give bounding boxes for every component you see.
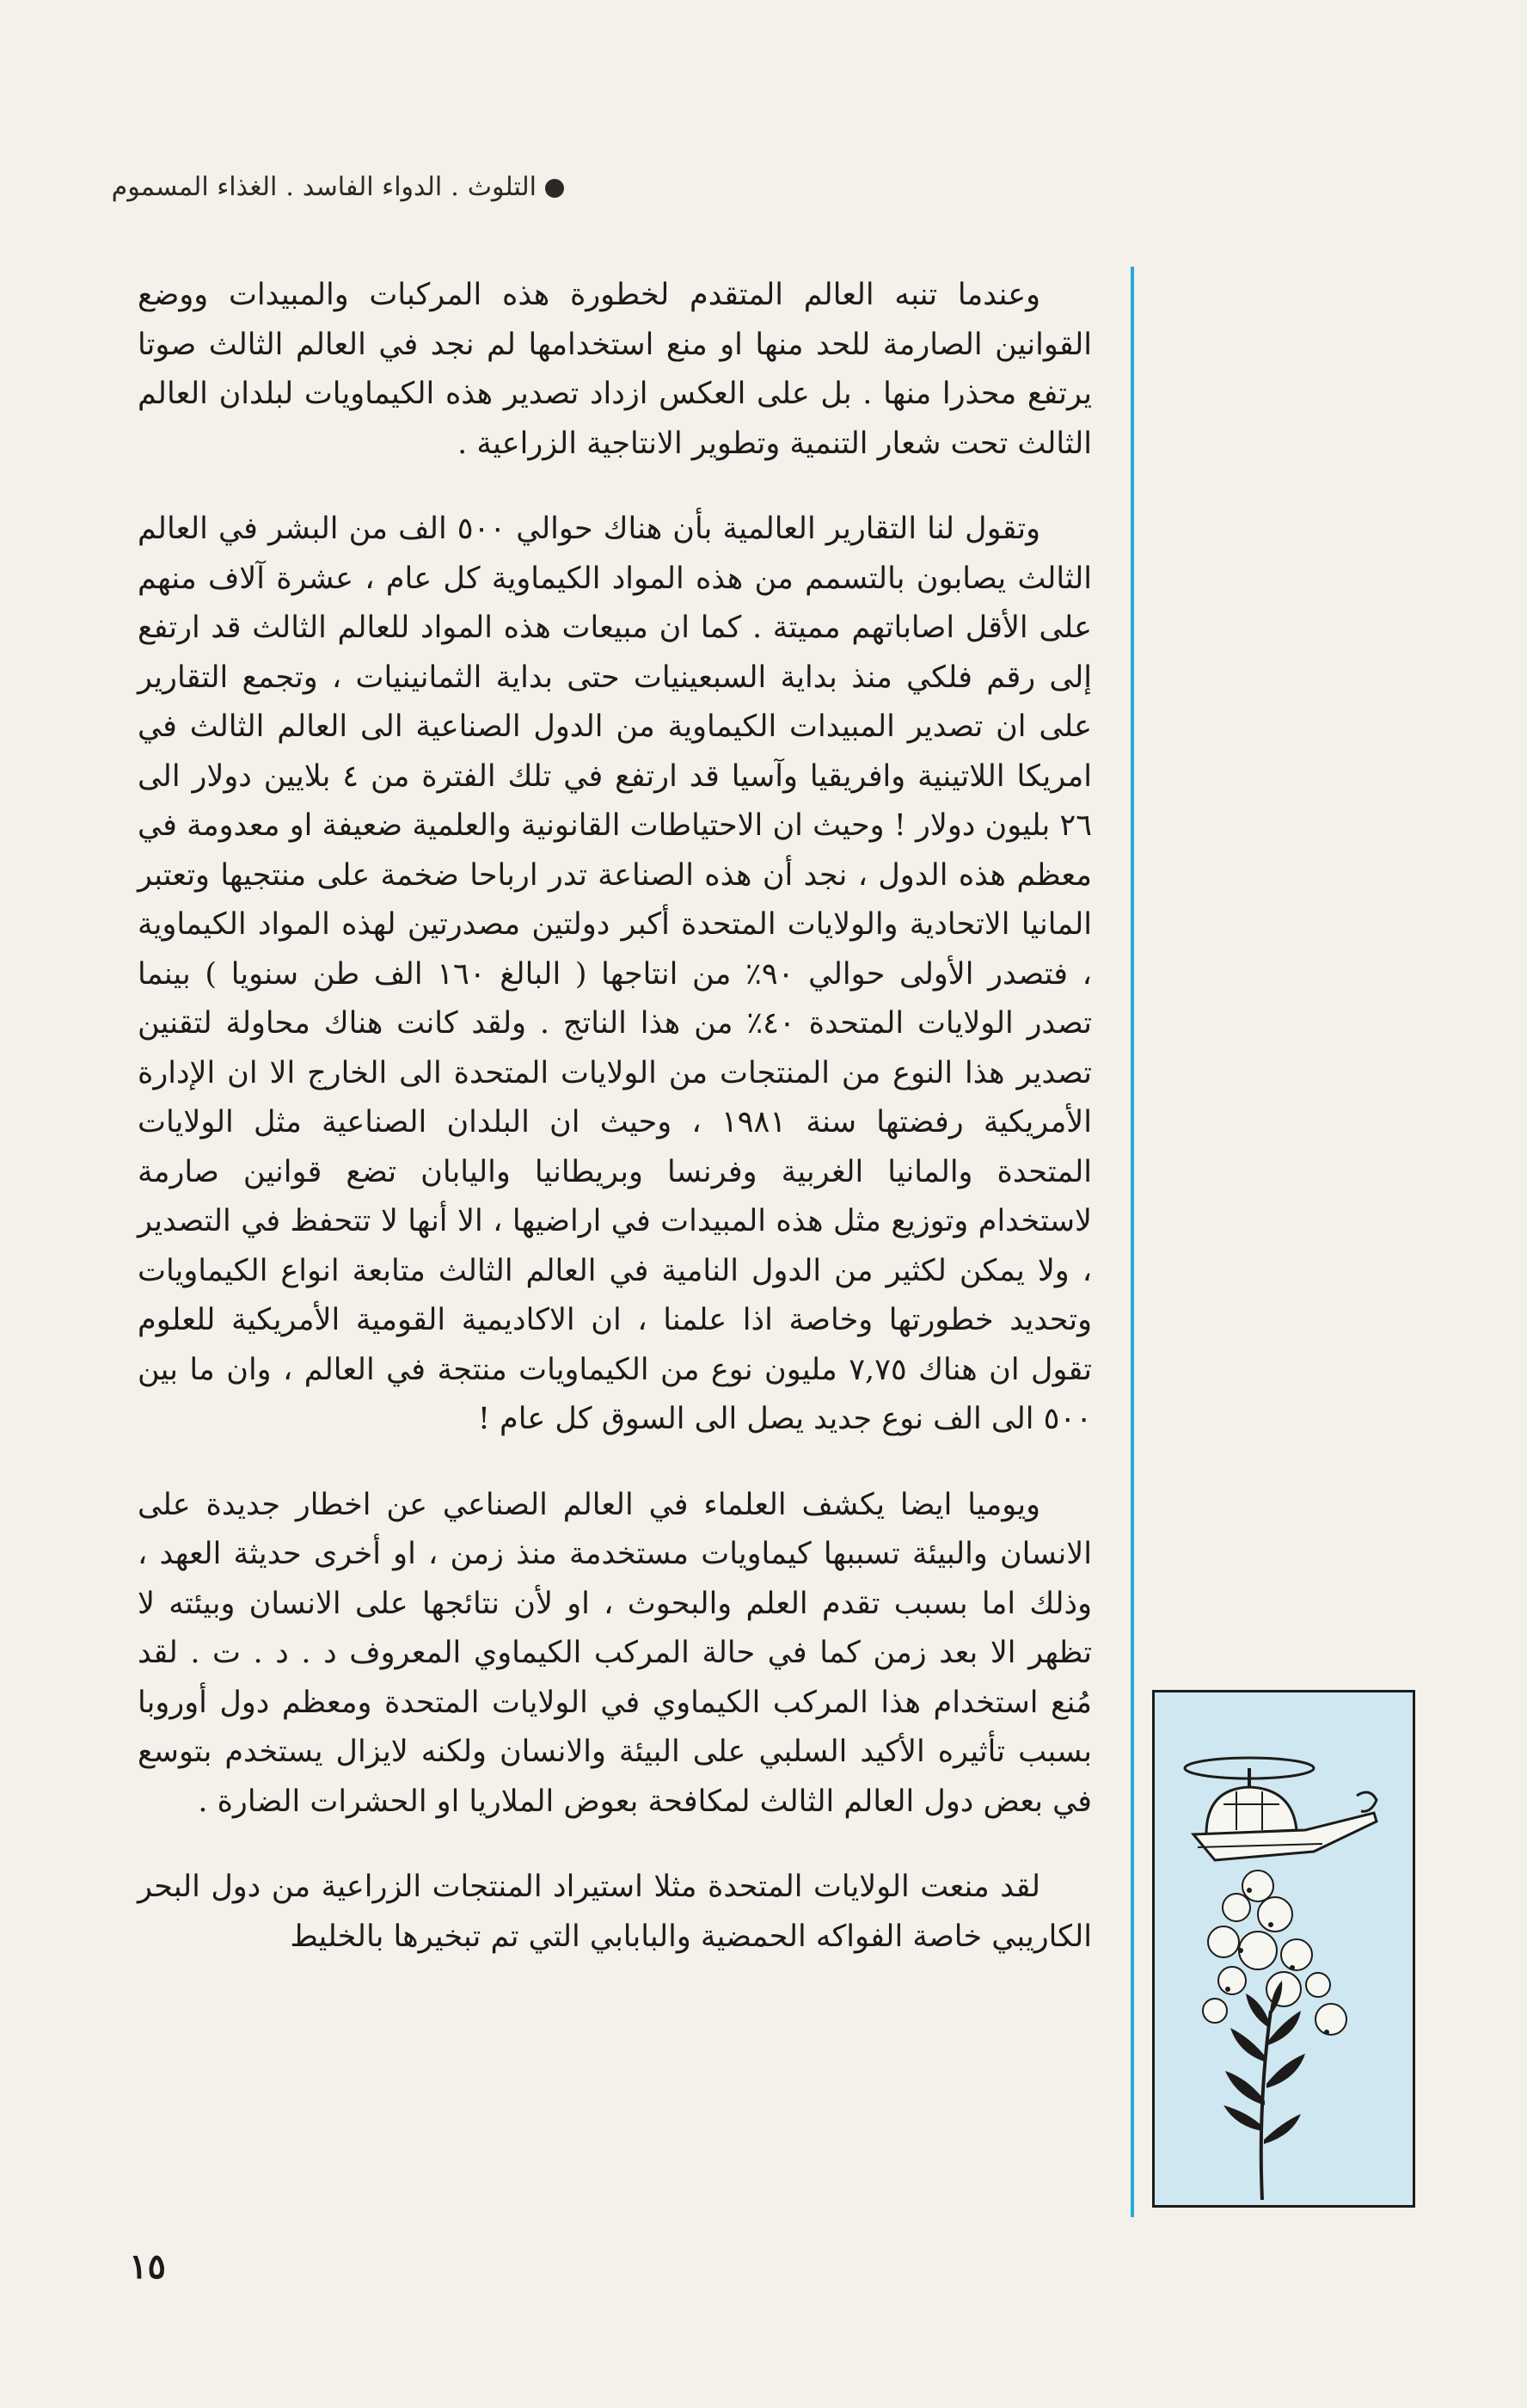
paragraph: وتقول لنا التقارير العالمية بأن هناك حوالي ٥٠٠ الف من البشر في العالم الثالث يصابون بالتسمم من هذه المواد الكيماوية كل عام ، عشرة آلاف منهم على الأقل اصاباتهم مميتة . كما ان مبيعات هذه المواد للعالم الثالث قد ارتفع إلى رقم فلكي منذ بداية السبعينيات حتى بداية الثمانينيات ، وتجمع التقارير على ان تصدير المبيدات الكيماوية من الدول الصناعية الى العالم الثالث في امريكا اللاتينية وافريقيا وآسيا قد ارتفع في تلك الفترة من ٤ بلايين دولار الى ٢٦ بليون دولار ! وحيث ان الاحتياطات القانونية والعلمية ضعيفة او معدومة في معظم هذه الدول ، نجد أن هذه الصناعة تدر ارباحا ضخمة على منتجيها وتعتبر المانيا الاتحادية والولايات المتحدة أكبر دولتين مصدرتين لهذه المواد الكيماوية ، فتصدر الأولى حوالي ٩٠٪ من انتاجها ( البالغ ١٦٠ الف طن سنويا ) بينما تصدر الولايات المتحدة ٤٠٪ من هذا الناتج . ولقد كانت هناك محاولة لتقنين تصدير هذا النوع من المنتجات من الولايات المتحدة الى الخارج الا ان الإدارة الأمريكية رفضتها سنة ١٩٨١ ، وحيث ان البلدان الصناعية مثل الولايات المتحدة والمانيا الغربية وفرنسا وبريطانيا واليابان تضع قوانين صارمة لاستخدام وتوزيع مثل هذه المبيدات في اراضيها ، الا أنها لا تتحفظ في التصدير ، ولا يمكن لكثير من الدول النامية في العالم الثالث متابعة انواع الكيماويات وتحديد خطورتها وخاصة اذا علمنا ، ان الاكاديمية القومية الأمريكية للعلوم تقول ان هناك ٧,٧٥ مليون نوع من الكيماويات منتجة في العالم ، وان ما بين ٥٠٠ الى الف نوع جديد يصل الى السوق كل عام ! bbox=[138, 512, 1092, 1436]
header-item: الغذاء المسموم bbox=[111, 172, 278, 202]
helicopter-spraying-plant-icon bbox=[1155, 1692, 1413, 2205]
body-text bbox=[138, 271, 1092, 1998]
header-item: التلوث bbox=[467, 172, 537, 202]
running-header bbox=[83, 172, 564, 202]
paragraph: لقد منعت الولايات المتحدة مثلا استيراد المنتجات الزراعية من دول البحر الكاريبي خاصة الفواكه الحمضية والبابابي التي تم تبخيرها بالخليط bbox=[138, 1870, 1092, 1954]
header-item: الدواء الفاسد bbox=[302, 172, 443, 202]
bullet-icon bbox=[545, 179, 564, 198]
header-separator: . bbox=[451, 172, 459, 202]
helicopter-spraying-illustration bbox=[1152, 1690, 1415, 2208]
paragraph: ويوميا ايضا يكشف العلماء في العالم الصناعي عن اخطار جديدة على الانسان والبيئة تسببها كيماويات مستخدمة منذ زمن ، او أخرى حديثة العهد ، وذلك اما بسبب تقدم العلم والبحوث ، او لأن نتائجها على الانسان وبيئته لا تظهر الا بعد زمن كما في حالة المركب الكيماوي المعروف د . د . ت . لقد مُنع استخدام هذا المركب الكيماوي في الولايات المتحدة ومعظم دول أوروبا بسبب تأثيره الأكيد السلبي على البيئة والانسان ولكنه لايزال يستخدم بتوسع في بعض دول العالم الثالث لمكافحة بعوض الملاريا او الحشرات الضارة . bbox=[138, 1487, 1092, 1819]
paragraph: وعندما تنبه العالم المتقدم لخطورة هذه المركبات والمبيدات ووضع القوانين الصارمة للحد منها او منع استخدامها لم نجد في العالم الثالث صوتا يرتفع محذرا منها . بل على العكس ازداد تصدير هذه الكيماويات لبلدان العالم الثالث تحت شعار التنمية وتطوير الانتاجية الزراعية . bbox=[138, 278, 1092, 461]
header-separator: . bbox=[285, 172, 294, 202]
page-number: ١٥ bbox=[129, 2246, 166, 2287]
margin-rule bbox=[1131, 267, 1134, 2217]
